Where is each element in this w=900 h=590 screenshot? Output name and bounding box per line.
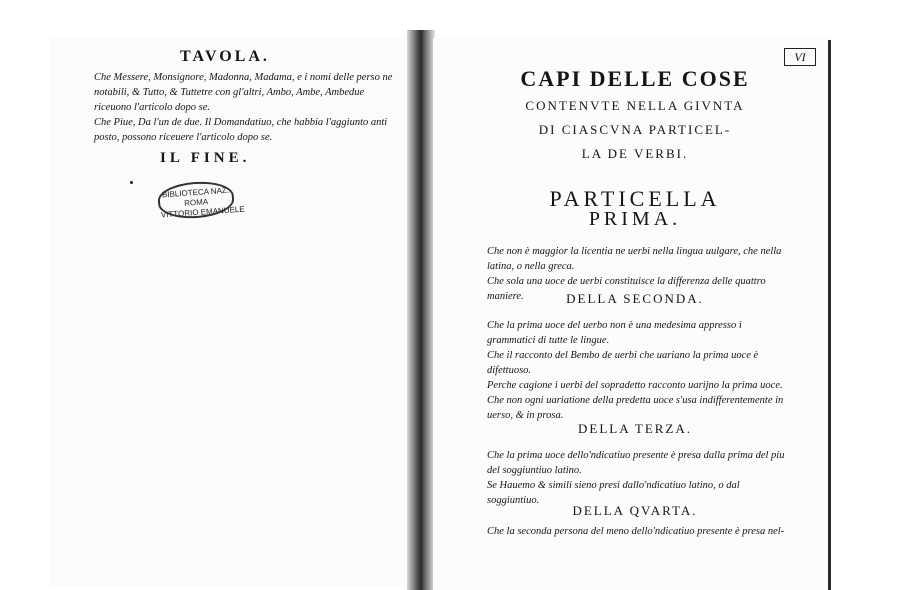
page-number: VI [784, 48, 816, 66]
list-item: Che la seconda persona del meno dello'ndicatiuo presente è presa nel- [487, 526, 785, 537]
section-entries [487, 524, 787, 539]
list-item: Che il racconto del Bembo de uerbi che uariano la prima uoce è difettuoso. [487, 350, 759, 376]
section-heading-line: PRIMA. [588, 208, 682, 230]
left-page-entries [94, 70, 398, 145]
list-item: Che Piue, Da l'un de due. Il Domandatiuo, che habbia l'aggiunto anti posto, possono riceuere l'articolo dopo se. [94, 117, 388, 143]
list-item: Se Hauemo & simili sieno presi dallo'ndicatiuo latino, o dal soggiuntiuo. [487, 480, 740, 506]
section-heading: PARTICELLA [549, 186, 721, 211]
list-item: Che non ogni uariatione della predetta uoce s'usa indifferentemente in uerso, & in prosa. [487, 395, 784, 421]
stamp-line: ROMA [183, 197, 209, 208]
page-title-line: DI CIASCVNA PARTICEL- [538, 122, 732, 137]
left-page-title: TAVOLA. [180, 48, 270, 65]
list-item: Che sola una uoce de uerbi constituisce la differenza delle quattro maniere. [487, 276, 766, 302]
page-title-line: LA DE VERBI. [581, 146, 689, 161]
stamp-line: VITTORIO EMANUELE [160, 204, 245, 220]
list-item: Perche cagione i uerbi del sopradetto racconto uarijno la prima uoce. [487, 380, 783, 391]
stamp-line: BIBLIOTECA NAZ. [161, 185, 230, 200]
list-item: Che non è maggior la licentia ne uerbi nella lingua uulgare, che nella latina, o nella greca. [487, 246, 782, 272]
page-edge [828, 40, 831, 590]
page-title-line: CONTENVTE NELLA GIVNTA [525, 98, 745, 113]
section-entries [487, 318, 787, 423]
ink-dot [130, 181, 133, 184]
list-item: Che la prima uoce del uerbo non è una medesima appresso i grammatici di tutte le lingue. [487, 320, 742, 346]
end-text: IL FINE. [160, 150, 251, 166]
section-entries [487, 448, 787, 508]
subsection-heading: DELLA SECONDA. [566, 291, 704, 306]
subsection-heading: DELLA QVARTA. [572, 503, 698, 518]
subsection-heading: DELLA TERZA. [577, 421, 693, 436]
list-item: Che la prima uoce dello'ndicatiuo presente è presa dalla prima del piu del soggiuntiuo latino. [487, 450, 785, 476]
list-item: Che Messere, Monsignore, Madonna, Madama, e i nomi delle perso ne notabili, & Tutto, & Tuttetre con gl'altri, Ambo, Ambe, Ambedue riceuono l'articolo dopo se. [94, 72, 393, 113]
page-title: CAPI DELLE COSE [520, 66, 750, 91]
book-gutter [407, 30, 435, 590]
